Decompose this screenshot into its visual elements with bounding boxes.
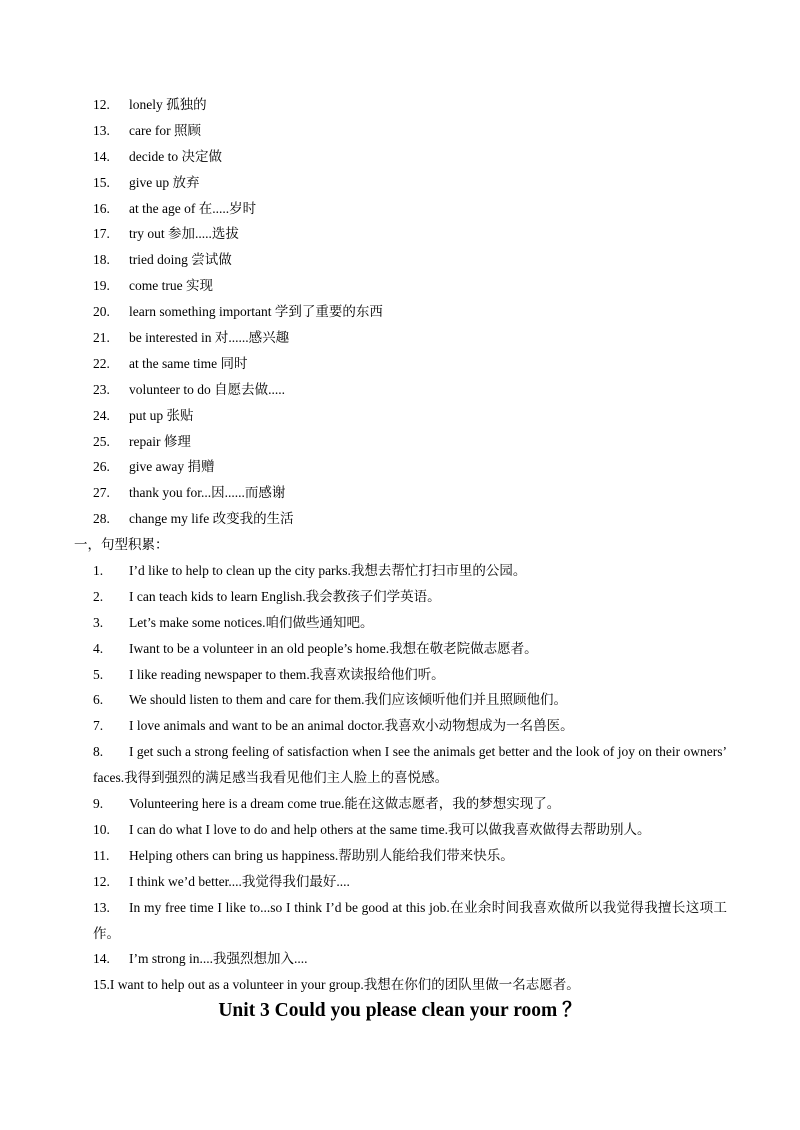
- item-text: at the age of 在.....岁时: [129, 200, 257, 216]
- item-text: Helping others can bring us happiness.帮助别人能给我们带来快乐。: [129, 847, 514, 863]
- item-number: 14.: [93, 951, 110, 967]
- content-list: [0, 92, 800, 998]
- item-number: 20.: [93, 304, 110, 320]
- item-text: give up 放弃: [129, 174, 200, 190]
- list-item: [0, 351, 800, 377]
- item-text: tried doing 尝试做: [129, 252, 232, 268]
- list-item: [0, 403, 800, 429]
- sentence-item: [0, 843, 800, 869]
- item-number: 3.: [93, 614, 104, 630]
- list-item: [0, 454, 800, 480]
- list-item: [0, 480, 800, 506]
- item-text: give away 捐赠: [129, 459, 215, 475]
- item-number: 7.: [93, 718, 104, 734]
- item-text: thank you for...因......而感谢: [129, 485, 286, 501]
- unit-title: Unit 3 Could you please clean your room ？: [218, 1000, 582, 1021]
- item-number: 8.: [93, 744, 104, 760]
- item-number: 28.: [93, 511, 110, 527]
- item-text: Let’s make some notices.咱们做些通知吧。: [129, 614, 374, 630]
- item-number: 15.: [93, 174, 110, 190]
- item-text: I’m strong in....我强烈想加入....: [129, 951, 308, 967]
- item-number: 2.: [93, 588, 104, 604]
- item-number: 26.: [93, 459, 110, 475]
- list-item: [0, 144, 800, 170]
- item-number: 12.: [93, 97, 110, 112]
- list-item: [0, 429, 800, 455]
- sentence-item: [0, 817, 800, 843]
- item-number: 9.: [93, 796, 104, 812]
- item-text: change my life 改变我的生活: [129, 511, 294, 527]
- item-number: 1.: [93, 563, 104, 579]
- item-text: lonely 孤独的: [129, 97, 207, 112]
- sentence-item: [0, 636, 800, 662]
- list-item: [0, 273, 800, 299]
- item-text: try out 参加.....选拔: [129, 226, 239, 242]
- sentence-item: [0, 662, 800, 688]
- item-text: I get such a strong feeling of satisfaction when I see the animals get better and the look of joy on their owners’ faces.我得到强烈的满足感当我看见他们主人脸上的喜悦感。: [93, 744, 727, 786]
- item-number: 23.: [93, 381, 110, 397]
- item-number: 11.: [93, 847, 110, 863]
- item-number: 27.: [93, 485, 110, 501]
- item-number: 19.: [93, 278, 110, 294]
- sentence-item: [0, 584, 800, 610]
- list-item: [0, 196, 800, 222]
- item-number: 6.: [93, 692, 104, 708]
- list-item: [0, 170, 800, 196]
- item-text: decide to 决定做: [129, 148, 222, 164]
- sentence-item: [0, 713, 800, 739]
- sentence-item: [0, 946, 800, 972]
- item-text: volunteer to do 自愿去做.....: [129, 381, 285, 397]
- list-item: [0, 325, 800, 351]
- sentence-item: [0, 687, 800, 713]
- list-item: [0, 221, 800, 247]
- sentence-item: [0, 791, 800, 817]
- item-text: be interested in 对......感兴趣: [129, 330, 290, 346]
- sentence-item: [0, 739, 800, 791]
- item-number: 21.: [93, 330, 110, 346]
- item-text: We should listen to them and care for them.我们应该倾听他们并且照顾他们。: [129, 692, 567, 708]
- item-text: come true 实现: [129, 278, 213, 294]
- list-item: [0, 377, 800, 403]
- item-number: 13.: [93, 899, 110, 915]
- item-number: 4.: [93, 640, 104, 656]
- item-number: 14.: [93, 148, 110, 164]
- sentence-item: [0, 895, 800, 947]
- item-number: 24.: [93, 407, 110, 423]
- item-text: Volunteering here is a dream come true.能在这做志愿者，我的梦想实现了。: [129, 796, 561, 812]
- item-text: I think we’d better....我觉得我们最好....: [129, 873, 350, 889]
- sentence-item: [0, 869, 800, 895]
- item-text: at the same time 同时: [129, 355, 248, 371]
- item-text: repair 修理: [129, 433, 191, 449]
- list-item: [0, 92, 800, 118]
- item-text: I love animals and want to be an animal doctor.我喜欢小动物想成为一名兽医。: [129, 718, 574, 734]
- item-text: In my free time I like to...so I think I’d be good at this job.在业余时间我喜欢做所以我觉得我擅长这项工作。: [93, 899, 727, 941]
- item-number: 12.: [93, 873, 110, 889]
- item-text: 15.I want to help out as a volunteer in your group.我想在你们的团队里做一名志愿者。: [93, 977, 580, 993]
- section-heading-row: [0, 532, 800, 558]
- item-number: 18.: [93, 252, 110, 268]
- item-text: I’d like to help to clean up the city parks.我想去帮忙打扫市里的公园。: [129, 563, 527, 579]
- sentence-item: [0, 610, 800, 636]
- item-text: I can teach kids to learn English.我会教孩子们学英语。: [129, 588, 441, 604]
- item-text: I like reading newspaper to them.我喜欢读报给他们听。: [129, 666, 445, 682]
- item-number: 5.: [93, 666, 104, 682]
- list-item: [0, 299, 800, 325]
- list-item: [0, 506, 800, 532]
- item-text: Iwant to be a volunteer in an old people’s home.我想在敬老院做志愿者。: [129, 640, 538, 656]
- item-number: 13.: [93, 122, 110, 138]
- item-text: I can do what I love to do and help others at the same time.我可以做我喜欢做得去帮助别人。: [129, 821, 651, 837]
- item-number: 16.: [93, 200, 110, 216]
- sentence-item: [0, 558, 800, 584]
- section-heading: 一，句型积累：: [74, 537, 169, 553]
- item-number: 17.: [93, 226, 110, 242]
- item-number: 10.: [93, 821, 110, 837]
- item-text: care for 照顾: [129, 122, 201, 138]
- item-number: 22.: [93, 355, 110, 371]
- item-text: learn something important 学到了重要的东西: [129, 304, 383, 320]
- item-text: put up 张贴: [129, 407, 194, 423]
- list-item: [0, 247, 800, 273]
- item-number: 25.: [93, 433, 110, 449]
- list-item: [0, 118, 800, 144]
